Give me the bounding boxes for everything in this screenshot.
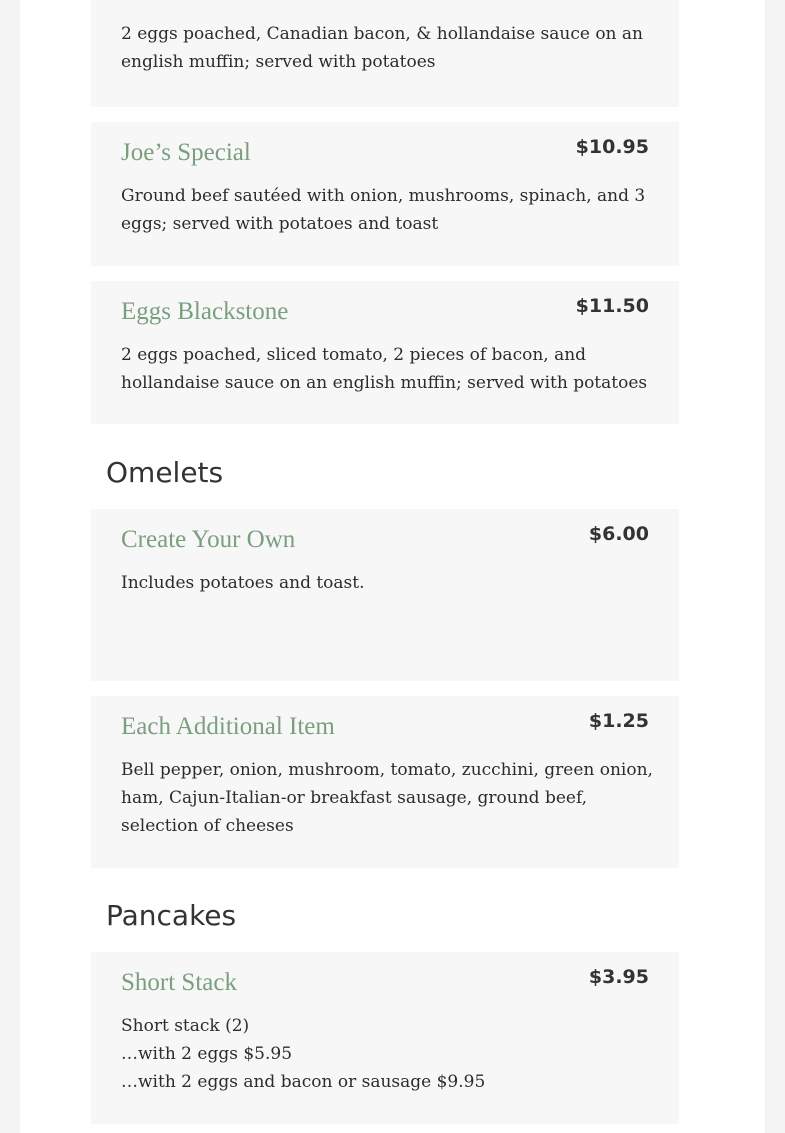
menu-item-price: $10.95: [575, 136, 649, 158]
menu-item-description: [121, 341, 649, 397]
menu-item-create-your-own: [91, 509, 679, 681]
description-line: Bell pepper, onion, mushroom, tomato, zucchini, green onion,: [121, 760, 653, 780]
menu-item-description: [121, 1012, 649, 1096]
description-line: eggs; served with potatoes and toast: [121, 214, 439, 234]
description-line: hollandaise sauce on an english muffin; served with potatoes: [121, 373, 648, 393]
description-line: ham, Cajun-Italian-or breakfast sausage, ground beef,: [121, 788, 588, 808]
menu-item-description: [121, 569, 649, 597]
description-line: Ground beef sautéed with onion, mushrooms, spinach, and 3: [121, 186, 646, 206]
menu-page: [20, 0, 765, 1133]
menu-item-price: $6.00: [588, 523, 649, 545]
menu-item-eggs-blackstone: [91, 281, 679, 424]
section-heading-omelets: Omelets: [106, 456, 224, 489]
section-heading-pancakes: Pancakes: [106, 899, 237, 932]
menu-item-eggs-benedict: [91, 0, 679, 107]
menu-item-price: $11.50: [575, 295, 649, 317]
menu-item-title: [121, 0, 266, 2]
menu-item-price: $3.95: [588, 966, 649, 988]
description-line: 2 eggs poached, sliced tomato, 2 pieces of bacon, and: [121, 345, 587, 365]
menu-item-price: $1.25: [588, 710, 649, 732]
menu-item-description: [121, 756, 653, 840]
menu-item-description: [121, 20, 649, 76]
description-line: Includes potatoes and toast.: [121, 573, 365, 593]
menu-item-short-stack: [91, 952, 679, 1124]
description-line: …with 2 eggs and bacon or sausage $9.95: [121, 1072, 486, 1092]
description-line: Short stack (2): [121, 1016, 250, 1036]
description-line: english muffin; served with potatoes: [121, 52, 436, 72]
description-line: selection of cheeses: [121, 816, 294, 836]
menu-item-title: Short Stack: [121, 969, 237, 996]
menu-item-description: [121, 182, 649, 238]
menu-item-title: Each Additional Item: [121, 713, 335, 740]
menu-item-joes-special: [91, 122, 679, 266]
description-line: …with 2 eggs $5.95: [121, 1044, 293, 1064]
menu-item-title: Create Your Own: [121, 526, 296, 553]
description-line: 2 eggs poached, Canadian bacon, & hollandaise sauce on an: [121, 24, 643, 44]
menu-item-each-additional-item: [91, 696, 679, 868]
menu-item-title: Eggs Blackstone: [121, 298, 289, 325]
menu-item-title: Joe’s Special: [121, 139, 251, 166]
